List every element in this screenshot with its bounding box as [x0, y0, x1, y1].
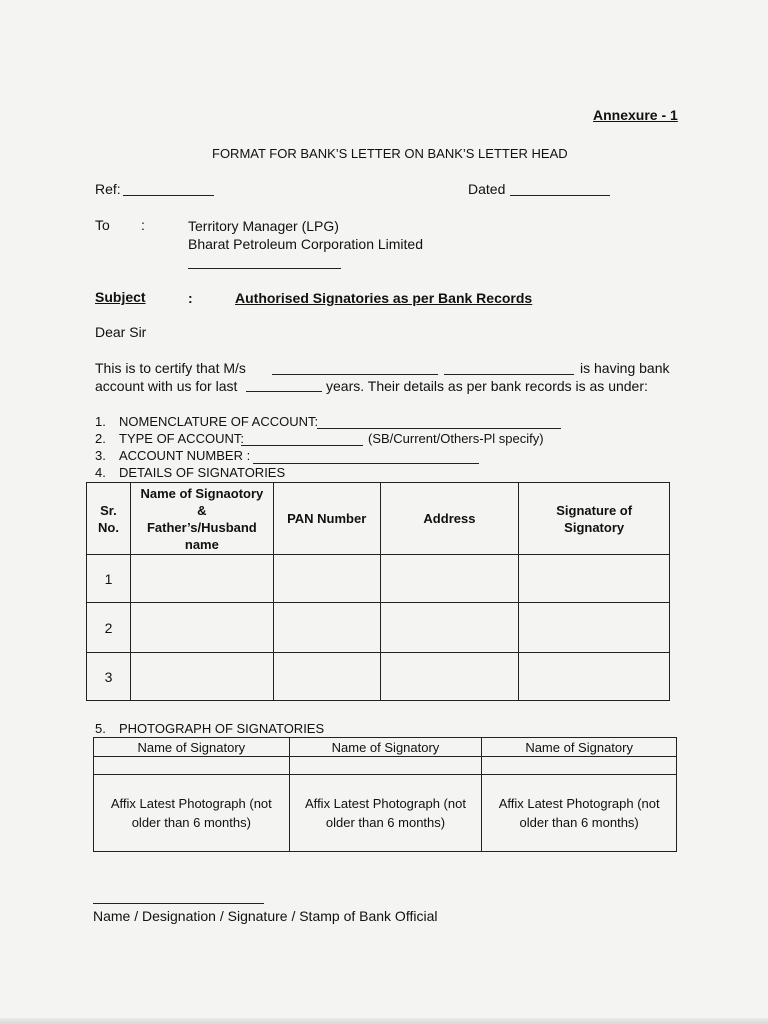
signature-header: [519, 483, 670, 555]
photo-instruction-line-1: Affix Latest Photograph (not: [110, 796, 272, 811]
subject-colon: :: [188, 290, 193, 306]
signatory-name-cell: [130, 555, 273, 603]
signature-cell: [519, 603, 670, 653]
pan-number-header: PAN Number: [273, 483, 380, 555]
dated-blank-line: [510, 195, 610, 196]
addressee-blank-line: [188, 268, 341, 269]
photo-placeholder-cell: [94, 775, 290, 852]
addressee-line-1: Territory Manager (LPG): [188, 218, 339, 234]
certify-text-start: This is to certify that M/s: [95, 360, 246, 376]
account-duration-text-end: years. Their details as per bank records is as under:: [326, 378, 648, 394]
signatory-name-cell: [130, 653, 273, 701]
years-blank-line: [246, 391, 322, 392]
signature-header-line-1: Signature of: [556, 502, 633, 518]
salutation: Dear Sir: [95, 324, 147, 340]
name-header-line-3: Father’s/Husband: [146, 519, 257, 535]
photo-instruction-line-1: Affix Latest Photograph (not: [498, 796, 660, 811]
photo-instruction-line-2: older than 6 months): [325, 815, 446, 830]
signatory-name-header: Name of Signatory: [289, 738, 482, 757]
addressee-line-2: Bharat Petroleum Corporation Limited: [188, 236, 424, 252]
subject-label: Subject: [95, 289, 146, 305]
item-4-label: DETAILS OF SIGNATORIES: [119, 465, 286, 480]
table-row: [87, 603, 670, 653]
account-type-blank-line: [241, 445, 363, 446]
signatory-name-cell: [130, 603, 273, 653]
dated-label: Dated: [468, 181, 506, 197]
signature-cell: [519, 555, 670, 603]
signatories-table: [86, 482, 670, 701]
nomenclature-blank-line: [317, 428, 561, 429]
ref-label: Ref:: [95, 181, 121, 197]
photo-instruction-line-2: older than 6 months): [131, 815, 251, 830]
signatory-name-cell: [289, 757, 482, 775]
to-label: To: [95, 217, 110, 233]
to-colon: :: [141, 217, 145, 233]
table-row: [87, 653, 670, 701]
signatory-name-header: Name of Signatory: [482, 738, 677, 757]
item-2-label: TYPE OF ACCOUNT:: [119, 431, 244, 446]
account-number-blank-line: [253, 463, 479, 464]
pan-number-cell: [273, 603, 380, 653]
address-header: Address: [380, 483, 519, 555]
row-serial-number: 2: [87, 603, 131, 653]
name-header-line-1: Name of Signaotory: [140, 485, 264, 501]
signatory-name-row: [94, 757, 677, 775]
signature-header-line-2: Signatory: [564, 519, 625, 535]
annexure-label: Annexure - 1: [593, 107, 678, 123]
item-4-number: 4.: [95, 465, 106, 480]
ref-blank-line: [123, 195, 214, 196]
firm-name-blank-2: [444, 374, 574, 375]
name-header-line-4: name: [184, 536, 219, 552]
address-cell: [380, 555, 519, 603]
signatories-header-row: [87, 483, 670, 555]
certify-text-end: is having bank: [580, 360, 670, 376]
name-header-line-2: &: [197, 502, 207, 518]
document-title: FORMAT FOR BANK’S LETTER ON BANK’S LETTER HEAD: [212, 146, 568, 161]
row-serial-number: 1: [87, 555, 131, 603]
item-1-number: 1.: [95, 414, 106, 429]
item-1-label: NOMENCLATURE OF ACCOUNT:: [119, 414, 319, 429]
item-3-number: 3.: [95, 448, 106, 463]
account-duration-text-start: account with us for last: [95, 378, 238, 394]
photo-placeholder-cell: [482, 775, 677, 852]
address-cell: [380, 603, 519, 653]
item-2-number: 2.: [95, 431, 106, 446]
item-3-label: ACCOUNT NUMBER :: [119, 448, 251, 463]
table-row: [87, 555, 670, 603]
photo-instruction-line-1: Affix Latest Photograph (not: [305, 796, 466, 811]
official-signature-line: [93, 903, 264, 904]
signatory-name-header: [130, 483, 273, 555]
photograph-table: [93, 737, 677, 852]
bank-official-caption: Name / Designation / Signature / Stamp of Bank Official: [93, 908, 438, 924]
signatory-name-header: Name of Signatory: [94, 738, 290, 757]
photo-row: [94, 775, 677, 852]
signatory-name-cell: [482, 757, 677, 775]
scan-bottom-edge: [0, 1018, 768, 1024]
sr-header-line-1: Sr.: [100, 502, 117, 518]
pan-number-cell: [273, 555, 380, 603]
firm-name-blank-1: [272, 374, 438, 375]
photo-placeholder-cell: [289, 775, 482, 852]
address-cell: [380, 653, 519, 701]
item-5-number: 5.: [95, 721, 106, 736]
pan-number-cell: [273, 653, 380, 701]
sr-no-header: [87, 483, 131, 555]
sr-header-line-2: No.: [97, 519, 119, 535]
row-serial-number: 3: [87, 653, 131, 701]
item-5-label: PHOTOGRAPH OF SIGNATORIES: [119, 721, 325, 736]
subject-text: Authorised Signatories as per Bank Records: [235, 290, 533, 306]
signature-cell: [519, 653, 670, 701]
signatory-name-cell: [94, 757, 290, 775]
photo-header-row: [94, 738, 677, 757]
account-type-note: (SB/Current/Others-Pl specify): [368, 431, 544, 446]
photo-instruction-line-2: older than 6 months): [519, 815, 639, 830]
